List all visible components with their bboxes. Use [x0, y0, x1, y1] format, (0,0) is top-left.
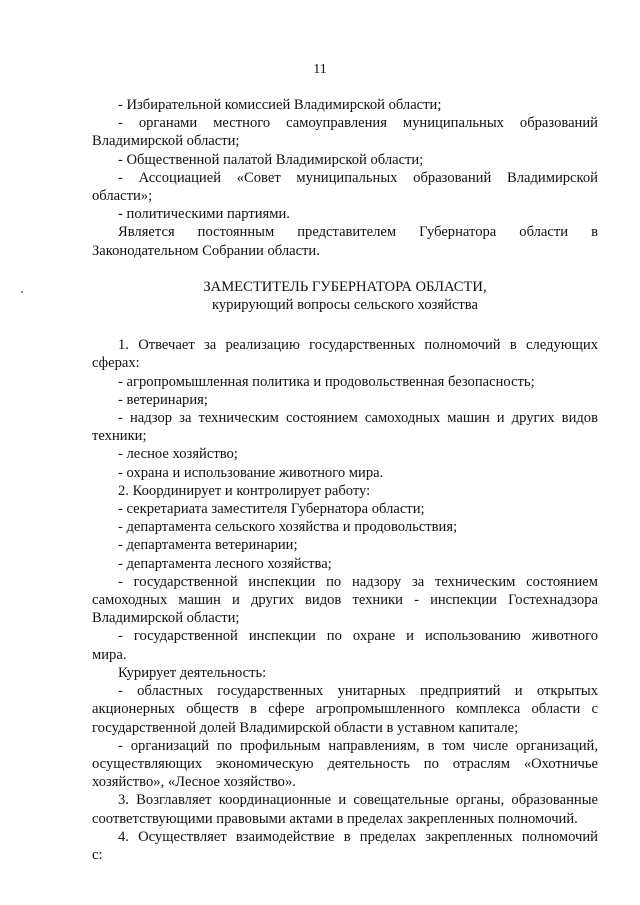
text-line: Владимирской области;	[92, 610, 240, 627]
text-line: - охрана и использование животного мира.	[118, 464, 384, 481]
text-line: - департамента ветеринарии;	[118, 537, 298, 554]
text-line: - органами местного самоуправления муниципальных образований	[118, 115, 598, 132]
document-body	[92, 96, 598, 864]
text-line: государственной долей Владимирской области в уставном капитале;	[92, 719, 519, 736]
text-line: области»;	[92, 188, 153, 205]
text-line: с:	[92, 846, 103, 863]
text-line: Владимирской области;	[92, 133, 240, 150]
text-line: Законодательном Собрании области.	[92, 242, 320, 259]
text-line: - лесное хозяйство;	[118, 446, 238, 463]
text-line: 3. Возглавляет координационные и совещательные органы, образованные	[118, 792, 598, 809]
page-number: 11	[313, 62, 327, 77]
text-line: - Ассоциацией «Совет муниципальных образований Владимирской	[118, 169, 598, 186]
section-heading: ЗАМЕСТИТЕЛЬ ГУБЕРНАТОРА ОБЛАСТИ,	[203, 278, 487, 295]
text-line: - секретариата заместителя Губернатора области;	[118, 501, 425, 518]
text-line: - государственной инспекции по охране и использованию животного	[118, 628, 598, 645]
text-line: - ветеринария;	[118, 391, 208, 408]
text-line: соответствующими правовыми актами в пределах закрепленных полномочий.	[92, 810, 578, 827]
text-line: осуществляющих экономическую деятельность по отраслям «Охотничье	[92, 755, 598, 772]
text-line: - надзор за техническим состоянием самоходных машин и других видов	[118, 410, 598, 427]
text-line: 2. Координирует и контролирует работу:	[118, 482, 371, 499]
text-line: - политическими партиями.	[118, 206, 290, 223]
text-line: техники;	[92, 428, 147, 445]
text-line: Курирует деятельность:	[118, 664, 267, 681]
text-line: сферах:	[92, 355, 140, 372]
text-line: акционерных обществ в сфере агропромышленного комплекса области с	[92, 701, 598, 718]
section-subheading: курирующий вопросы сельского хозяйства	[211, 297, 478, 314]
text-line: - департамента лесного хозяйства;	[118, 555, 332, 572]
text-line: 4. Осуществляет взаимодействие в пределах закрепленных полномочий	[118, 828, 598, 845]
text-line: 1. Отвечает за реализацию государственных полномочий в следующих	[118, 337, 598, 354]
text-line: - Избирательной комиссией Владимирской области;	[118, 97, 442, 113]
margin-mark	[21, 291, 23, 293]
text-line: - организаций по профильным направлениям, в том числе организаций,	[118, 737, 598, 754]
text-line: мира.	[92, 646, 127, 663]
text-line: - Общественной палатой Владимирской области;	[118, 151, 424, 168]
text-line: хозяйство», «Лесное хозяйство».	[92, 774, 296, 791]
text-line: - областных государственных унитарных предприятий и открытых	[118, 683, 598, 700]
text-line: Является постоянным представителем Губернатора области в	[118, 224, 598, 241]
text-line: - агропромышленная политика и продовольственная безопасность;	[118, 373, 535, 390]
text-line: самоходных машин и других видов техники - инспекции Гостехнадзора	[92, 592, 598, 609]
text-line: - государственной инспекции по надзору за техническим состоянием	[118, 573, 598, 590]
text-line: - департамента сельского хозяйства и продовольствия;	[118, 519, 458, 536]
